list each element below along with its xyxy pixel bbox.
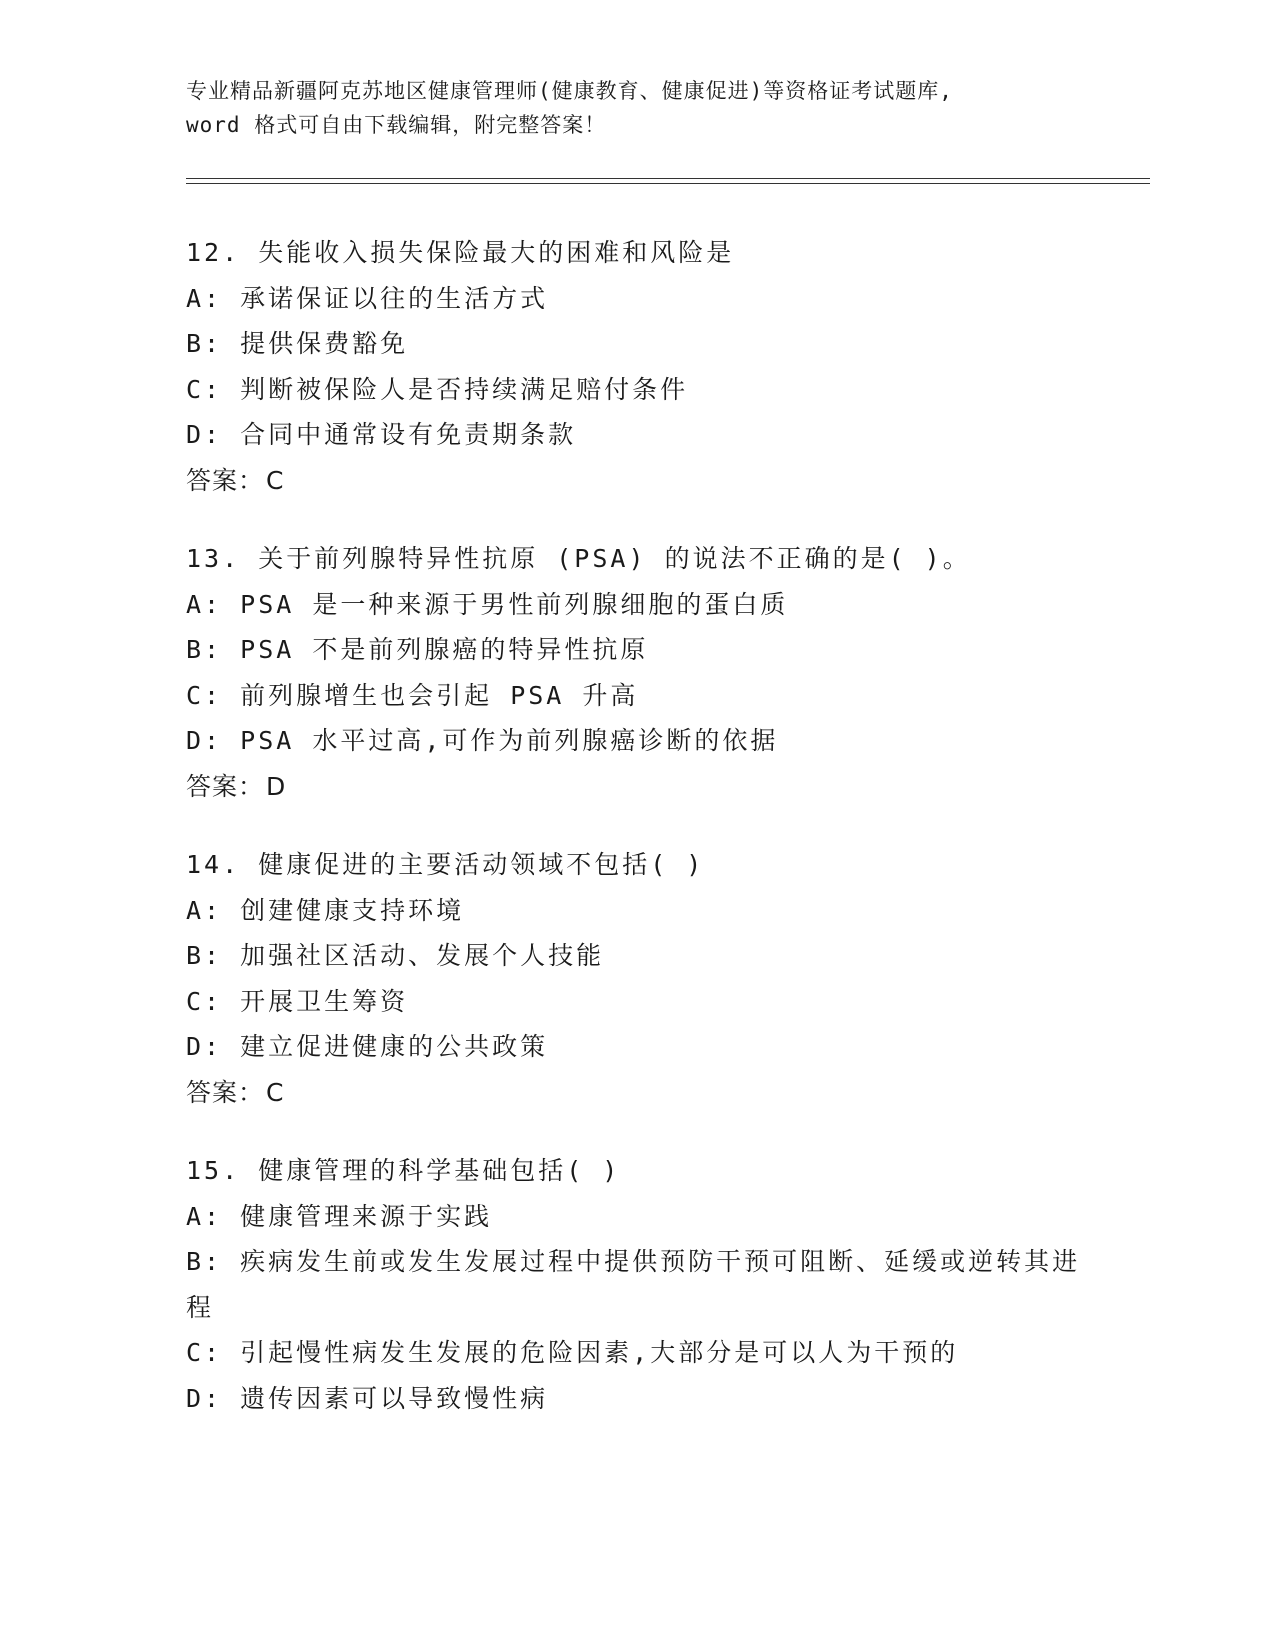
option-c: C: 开展卫生筹资	[186, 986, 409, 1016]
question-stem: 14. 健康促进的主要活动领域不包括( )	[186, 850, 705, 879]
option-c: C: 判断被保险人是否持续满足赔付条件	[186, 374, 689, 404]
answer-label: 答案：	[186, 1077, 265, 1107]
option-a: A: 创建健康支持环境	[186, 895, 465, 925]
question-14	[186, 842, 1126, 1115]
answer-line	[186, 458, 1126, 504]
header-divider-top	[186, 178, 1150, 179]
option-b: B: 疾病发生前或发生发展过程中提供预防干预可阻断、延缓或逆转其进程	[186, 1247, 1081, 1322]
header-title-line-1: 专业精品新疆阿克苏地区健康管理师(健康教育、健康促进)等资格证考试题库,	[186, 79, 953, 103]
option-b: B: 提供保费豁免	[186, 329, 409, 358]
option-d: D: PSA 水平过高,可作为前列腺癌诊断的依据	[186, 726, 779, 755]
option-b: B: 加强社区活动、发展个人技能	[186, 941, 605, 970]
answer-line	[186, 1070, 1126, 1116]
question-stem: 12. 失能收入损失保险最大的困难和风险是	[186, 238, 735, 267]
option-a: A: 健康管理来源于实践	[186, 1201, 493, 1231]
header-divider-bottom	[186, 183, 1150, 184]
answer-value: D	[266, 771, 287, 801]
answer-line	[186, 764, 1126, 810]
option-c: C: 引起慢性病发生发展的危险因素,大部分是可以人为干预的	[186, 1338, 959, 1367]
answer-label: 答案：	[186, 771, 265, 801]
question-13	[186, 536, 1126, 809]
question-stem: 13. 关于前列腺特异性抗原 (PSA) 的说法不正确的是( )。	[186, 544, 971, 573]
option-d: D: 合同中通常设有免责期条款	[186, 420, 577, 449]
option-d: D: 遗传因素可以导致慢性病	[186, 1383, 549, 1413]
header-title-line-2: word 格式可自由下载编辑，附完整答案！	[186, 113, 607, 137]
answer-label: 答案：	[186, 465, 265, 495]
option-c: C: 前列腺增生也会引起 PSA 升高	[186, 680, 639, 710]
question-12	[186, 230, 1126, 503]
answer-value: C	[266, 465, 285, 495]
answer-value: C	[266, 1077, 285, 1107]
question-15	[186, 1148, 1126, 1421]
option-b: B: PSA 不是前列腺癌的特异性抗原	[186, 635, 649, 664]
document-header	[186, 74, 1106, 142]
option-a: A: 承诺保证以往的生活方式	[186, 283, 549, 313]
option-d: D: 建立促进健康的公共政策	[186, 1032, 549, 1061]
question-stem: 15. 健康管理的科学基础包括( )	[186, 1156, 621, 1185]
option-a: A: PSA 是一种来源于男性前列腺细胞的蛋白质	[186, 589, 789, 619]
question-list	[186, 230, 1126, 1454]
